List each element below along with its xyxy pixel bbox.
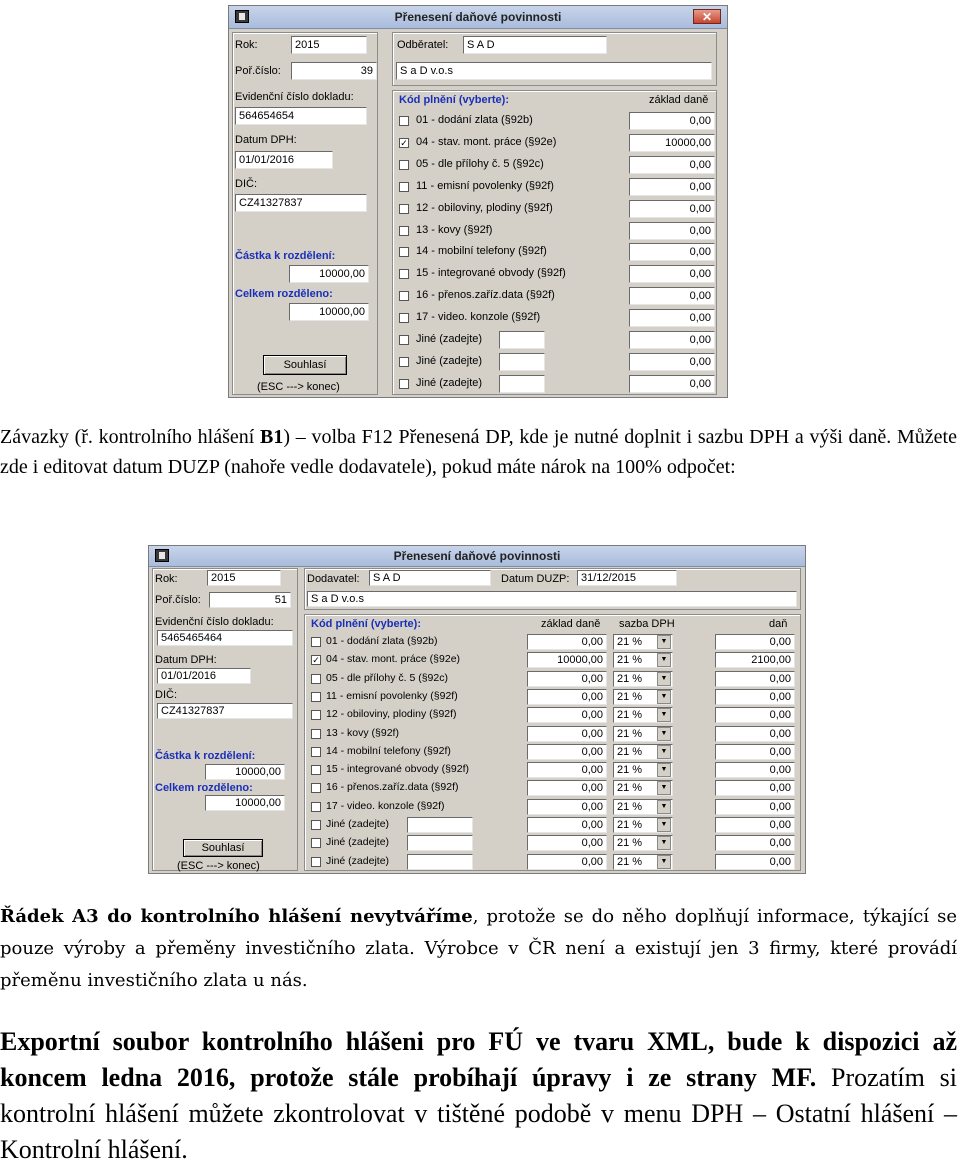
souhlasi-button[interactable]: Souhlasí [263,355,347,375]
left-panel-2 [152,568,298,871]
paragraph-export [0,1024,957,1168]
porcislo-field[interactable]: 39 [291,62,377,80]
dialog-window-2 [148,545,806,874]
row-label: 14 - mobilní telefony (§92f) [326,744,451,757]
souhlasi-button-2[interactable]: Souhlasí [183,839,263,857]
row-checkbox[interactable] [311,692,321,702]
row-label: Jiné (zadejte) [326,854,390,867]
row-checkbox[interactable] [399,335,409,345]
row-checkbox[interactable] [311,729,321,739]
jine-input[interactable] [407,835,473,851]
dropdown-arrow-icon[interactable]: ▼ [657,635,671,649]
kod-plneni-header: Kód plnění (vyberte): [399,94,510,106]
sazba-dropdown[interactable]: 21 % [613,780,673,796]
row-label: 15 - integrované obvody (§92f) [416,267,566,280]
odberatel-field[interactable]: S A D [463,36,607,54]
evid-label-2: Evidenční číslo dokladu: [155,616,274,628]
porcislo-field-2[interactable]: 51 [209,592,291,608]
zaklad-field[interactable]: 0,00 [629,375,715,393]
zaklad-field[interactable]: 0,00 [527,799,607,815]
porcislo-label-2: Poř.číslo: [155,594,201,606]
dropdown-arrow-icon[interactable]: ▼ [657,855,671,869]
row-checkbox[interactable] [399,116,409,126]
jine-input[interactable] [407,817,473,833]
row-checkbox[interactable] [399,247,409,257]
datum-label: Datum DPH: [235,134,297,146]
dropdown-arrow-icon[interactable]: ▼ [657,745,671,759]
jine-input[interactable] [499,353,545,371]
zaklad-field[interactable]: 0,00 [527,854,607,870]
row-label: Jiné (zadejte) [326,818,390,830]
sazba-dropdown[interactable]: 21 % [613,689,673,705]
rok-field[interactable]: 2015 [291,36,367,54]
zaklad-header-2: základ daně [541,618,601,630]
radek-a3-rest: , protože se do něho doplňují informace, týkající se pouze výroby a přeměny investičního zlata. Výrobce v ČR není a existují jen 3 firmy, které provádí přeměnu investičního zlata u nás. [0,906,957,991]
zaklad-field[interactable]: 0,00 [629,243,715,261]
zaklad-header: základ daně [649,94,709,106]
datum-field-2[interactable]: 01/01/2016 [157,668,251,684]
row-checkbox[interactable] [311,710,321,720]
dodavatel-name-field[interactable]: S a D v.o.s [307,591,797,607]
paragraph-radek-a3 [0,901,957,997]
export-rest: Prozatím si kontrolní hlášení můžete zkontrolovat v tištěné podobě v menu DPH – Ostatní hlášení – Kontrolní hlášení. [0,1063,957,1164]
zaklad-field[interactable]: 0,00 [629,353,715,371]
dropdown-arrow-icon[interactable]: ▼ [657,708,671,722]
esc-hint-2: (ESC ---> konec) [177,860,260,872]
row-label: 05 - dle přílohy č. 5 (§92c) [326,671,448,684]
celkem-label-2: Celkem rozděleno: [155,782,253,794]
sazba-dropdown[interactable]: 21 % [613,652,673,668]
sazba-dropdown[interactable]: 21 % [613,854,673,870]
row-label: 13 - kovy (§92f) [326,726,399,739]
zaklad-field[interactable]: 0,00 [629,309,715,327]
row-checkbox[interactable] [311,747,321,757]
dropdown-arrow-icon[interactable]: ▼ [657,818,671,832]
row-checkbox[interactable] [311,674,321,684]
export-bold: Exportní soubor kontrolního hlášeni pro FÚ ve tvaru XML, bude k dispozici až koncem ledna 2016, protože stále probíhají úpravy i ze strany MF. [0,1027,957,1092]
odberatel-name-field[interactable]: S a D v.o.s [396,62,712,80]
evid-label: Evidenční číslo dokladu: [235,91,354,103]
row-checkbox[interactable] [399,357,409,367]
dic-label: DIČ: [235,178,257,190]
dan-field[interactable]: 0,00 [715,854,795,870]
odberatel-label: Odběratel: [397,39,449,51]
zaklad-field[interactable]: 0,00 [527,762,607,778]
window-title-2: Přenesení daňové povinnosti [393,549,561,563]
dan-field[interactable]: 0,00 [715,689,795,705]
dic-field[interactable]: CZ41327837 [235,194,367,212]
celkem-field[interactable]: 10000,00 [289,303,369,321]
dan-field[interactable]: 0,00 [715,780,795,796]
zaklad-field[interactable]: 10000,00 [629,134,715,152]
dan-field[interactable]: 0,00 [715,799,795,815]
rok-label-2: Rok: [155,573,178,585]
row-label: 11 - emisní povolenky (§92f) [326,689,458,702]
row-label: 01 - dodání zlata (§92b) [416,114,533,126]
title-bar [229,6,727,29]
sazba-dropdown[interactable]: 21 % [613,799,673,815]
zaklad-field[interactable]: 0,00 [629,331,715,349]
zaklad-field[interactable]: 0,00 [629,287,715,305]
row-label: 05 - dle přílohy č. 5 (§92c) [416,157,544,170]
dan-field[interactable]: 0,00 [715,835,795,851]
dic-field-2[interactable]: CZ41327837 [157,703,293,719]
dan-field[interactable]: 0,00 [715,762,795,778]
dan-field[interactable]: 0,00 [715,817,795,833]
sazba-dropdown[interactable]: 21 % [613,835,673,851]
title-bar-2 [149,546,805,567]
row-label: 12 - obiloviny, plodiny (§92f) [416,201,553,214]
sazba-dropdown[interactable]: 21 % [613,726,673,742]
row-label: 16 - přenos.zaříz.data (§92f) [416,289,555,302]
zaklad-field[interactable]: 0,00 [629,156,715,174]
dropdown-arrow-icon[interactable]: ▼ [657,672,671,686]
sazba-dropdown[interactable]: 21 % [613,762,673,778]
dan-field[interactable]: 0,00 [715,707,795,723]
row-checkbox[interactable] [311,637,321,647]
dan-field[interactable]: 0,00 [715,726,795,742]
row-label: Jiné (zadejte) [416,333,483,345]
zaklad-field[interactable]: 0,00 [629,112,715,130]
dropdown-arrow-icon[interactable]: ▼ [657,653,671,667]
zaklad-field[interactable]: 0,00 [527,835,607,851]
dodavatel-label: Dodavatel: [307,573,360,585]
zavazky-text-b: B1 [260,426,284,448]
evid-field-2[interactable]: 5465465464 [157,630,293,646]
row-checkbox[interactable] [399,313,409,323]
row-checkbox[interactable] [311,820,321,830]
castka-field[interactable]: 10000,00 [289,265,369,283]
rok-label: Rok: [235,39,258,51]
zaklad-field[interactable]: 0,00 [629,265,715,283]
row-label: 17 - video. konzole (§92f) [416,311,541,324]
sazba-dropdown[interactable]: 21 % [613,817,673,833]
row-checkbox[interactable] [311,838,321,848]
row-checkbox[interactable] [399,204,409,214]
jine-input[interactable] [499,375,545,393]
dropdown-arrow-icon[interactable]: ▼ [657,781,671,795]
castka-field-2[interactable]: 10000,00 [205,764,285,780]
row-checkbox[interactable] [399,379,409,389]
rok-field-2[interactable]: 2015 [207,570,281,586]
dic-label-2: DIČ: [155,689,177,701]
dropdown-arrow-icon[interactable]: ▼ [657,727,671,741]
row-checkbox[interactable] [311,765,321,775]
castka-label-2: Částka k rozdělení: [155,750,256,762]
sazba-dropdown[interactable]: 21 % [613,634,673,650]
zaklad-field[interactable]: 0,00 [629,200,715,218]
evid-field[interactable]: 564654654 [235,107,367,125]
row-checkbox[interactable] [399,226,409,236]
dialog-window-1 [228,5,728,398]
dan-field[interactable]: 2100,00 [715,652,795,668]
celkem-label: Celkem rozděleno: [235,288,333,300]
row-label: Jiné (zadejte) [416,354,483,367]
dodavatel-field[interactable]: S A D [369,570,491,586]
dropdown-arrow-icon[interactable]: ▼ [657,690,671,704]
row-label: 16 - přenos.zaříz.data (§92f) [326,781,459,794]
porcislo-label: Poř.číslo: [235,65,281,77]
row-label: 04 - stav. mont. práce (§92e) [326,653,461,666]
dan-field[interactable]: 0,00 [715,634,795,650]
window-title: Přenesení daňové povinnosti [394,10,562,24]
zaklad-field[interactable]: 0,00 [527,744,607,760]
row-label: 12 - obiloviny, plodiny (§92f) [326,708,457,721]
row-label: Jiné (zadejte) [416,376,483,389]
left-panel [232,32,378,395]
dan-header: daň [769,618,788,630]
jine-input[interactable] [499,331,545,349]
zavazky-text-c: ) – volba F12 Přenesená DP, kde je nutné doplnit i sazbu DPH a výši daně. Můžete zde i editovat datum DUZP (nahoře vedle dodavatele), pokud máte nárok na 100% odpočet: [0,426,957,478]
zaklad-field[interactable]: 0,00 [629,222,715,240]
duzp-field[interactable]: 31/12/2015 [577,570,677,586]
row-label: 01 - dodání zlata (§92b) [326,635,438,647]
duzp-label: Datum DUZP: [501,573,570,585]
zaklad-field[interactable]: 0,00 [527,707,607,723]
dan-field[interactable]: 0,00 [715,671,795,687]
zaklad-field[interactable]: 0,00 [527,671,607,687]
zavazky-text-a: Závazky (ř. kontrolního hlášení [0,426,261,448]
row-checkbox[interactable] [311,802,321,812]
row-checkbox[interactable] [311,783,321,793]
row-label: 13 - kovy (§92f) [416,223,493,236]
radek-a3-bold: Řádek A3 do kontrolního hlášení nevytváříme [0,906,473,927]
zaklad-field[interactable]: 0,00 [527,634,607,650]
dropdown-arrow-icon[interactable]: ▼ [657,763,671,777]
row-checkbox[interactable] [399,160,409,170]
zaklad-field[interactable]: 0,00 [527,726,607,742]
row-label: 15 - integrované obvody (§92f) [326,763,470,776]
kod-plneni-header-2: Kód plnění (vyberte): [311,618,422,630]
datum-field[interactable]: 01/01/2016 [235,151,333,169]
celkem-field-2[interactable]: 10000,00 [205,795,285,811]
datum-label-2: Datum DPH: [155,654,217,666]
sazba-dropdown[interactable]: 21 % [613,707,673,723]
row-label: 14 - mobilní telefony (§92f) [416,245,547,258]
row-checkbox[interactable]: ✓ [312,655,320,666]
row-label: 11 - emisní povolenky (§92f) [416,179,554,192]
castka-label: Částka k rozdělení: [235,250,336,262]
dan-field[interactable]: 0,00 [715,744,795,760]
zaklad-field[interactable]: 0,00 [527,817,607,833]
sazba-dropdown[interactable]: 21 % [613,744,673,760]
sazba-dropdown[interactable]: 21 % [613,671,673,687]
row-label: 04 - stav. mont. práce (§92e) [416,135,557,148]
paragraph-zavazky [0,422,957,482]
esc-hint: (ESC ---> konec) [257,381,340,393]
row-checkbox[interactable] [399,291,409,301]
row-label: 17 - video. konzole (§92f) [326,799,445,812]
row-checkbox[interactable] [399,269,409,279]
sazba-header: sazba DPH [619,618,675,630]
zaklad-field[interactable]: 0,00 [527,689,607,705]
row-label: Jiné (zadejte) [326,836,390,849]
row-checkbox[interactable] [399,182,409,192]
dropdown-arrow-icon[interactable]: ▼ [657,800,671,814]
row-checkbox[interactable]: ✓ [400,137,408,148]
zaklad-field[interactable]: 10000,00 [527,652,607,668]
jine-input[interactable] [407,854,473,870]
close-button[interactable]: ✕ [693,9,721,24]
zaklad-field[interactable]: 0,00 [527,780,607,796]
dropdown-arrow-icon[interactable]: ▼ [657,836,671,850]
row-checkbox[interactable] [311,857,321,867]
zaklad-field[interactable]: 0,00 [629,178,715,196]
